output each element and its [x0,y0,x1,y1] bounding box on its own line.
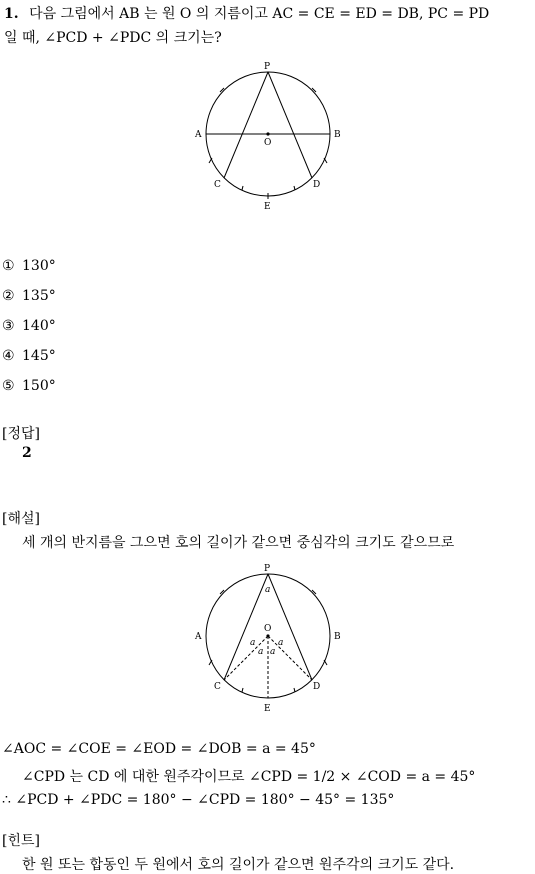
choice-2[interactable]: ② 135° [2,288,56,304]
center-dot-solution [266,634,269,637]
label-d-2: D [313,682,321,692]
label-c: C [214,180,221,190]
answer-header: [정답] [2,426,40,442]
label-b: B [334,130,341,140]
label-e: E [264,202,271,212]
label-o: O [264,138,272,148]
label-b-2: B [334,632,341,642]
question-number: 1. [4,6,19,22]
label-c-2: C [214,682,221,692]
label-o-2: O [264,624,272,634]
equation-2: ∠CPD 는 CD 에 대한 원주각이므로 ∠CPD = 1/2 × ∠COD = a = 45° [22,769,476,785]
equation-3: ∴ ∠PCD + ∠PDC = 180° − ∠CPD = 180° − 45° = 135° [2,792,395,808]
label-d: D [313,180,321,190]
label-a-2: A [195,632,202,642]
choice-3[interactable]: ③ 140° [2,318,56,334]
question-line1: 다음 그림에서 AB 는 원 O 의 지름이고 AC = CE = ED = DB, PC = PD [29,6,490,22]
label-p-2: P [264,564,271,574]
equation-1: ∠AOC = ∠COE = ∠EOD = ∠DOB = a = 45° [2,741,316,757]
segment-pd-solution [268,574,312,680]
explanation-header: [해설] [2,511,40,527]
label-a: A [195,130,202,140]
question-line2: 일 때, ∠PCD + ∠PDC 의 크기는? [4,30,222,46]
angle-a-top: a [265,585,271,595]
radii-dashed [224,636,312,698]
angle-a-lower-right: a [270,647,276,657]
angle-a-left: a [250,638,256,648]
choice-1[interactable]: ① 130° [2,258,56,274]
hint-line1: 한 원 또는 합동인 두 원에서 호의 길이가 같으면 원주각의 크기도 같다. [22,857,455,873]
answer-value: 2 [22,445,32,461]
explanation-line1: 세 개의 반지름을 그으면 호의 길이가 같으면 중심각의 크기도 같으므로 [22,535,455,551]
angle-a-lower-left: a [258,647,264,657]
label-e-2: E [264,704,271,714]
choice-5[interactable]: ⑤ 150° [2,378,56,394]
segment-pc-solution [224,574,271,680]
hint-header: [힌트] [2,833,40,849]
choice-4[interactable]: ④ 145° [2,348,56,364]
angle-a-right: a [278,638,284,648]
label-p: P [264,62,271,72]
